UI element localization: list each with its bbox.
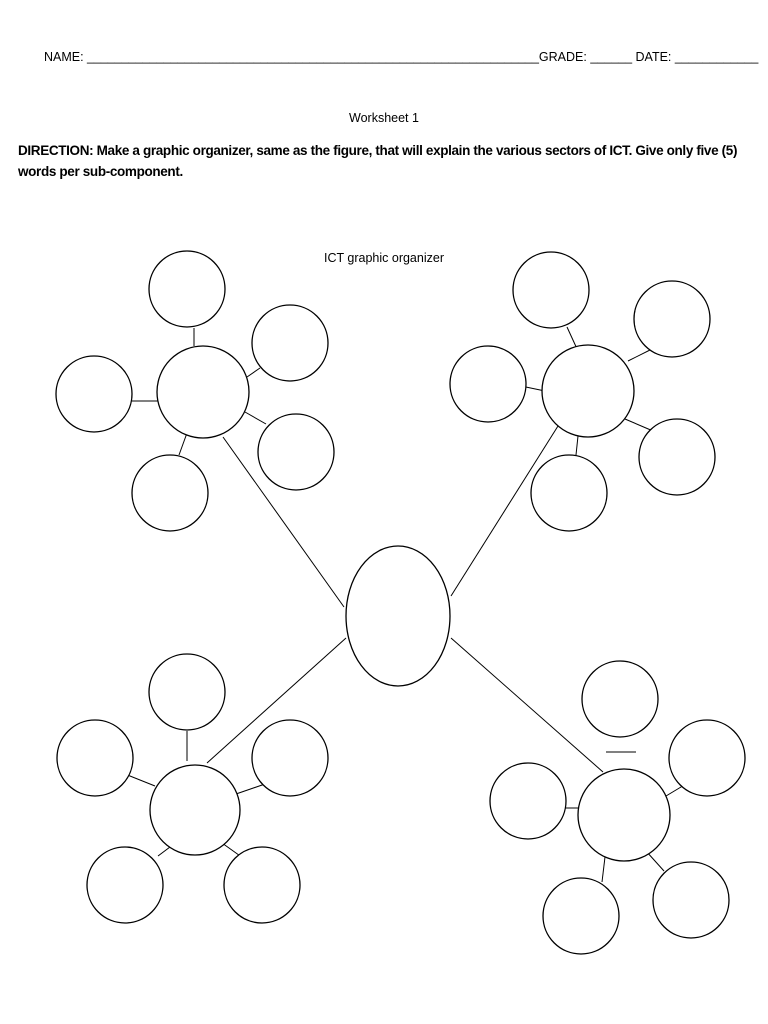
sub-node	[582, 661, 658, 737]
connector-line	[602, 857, 605, 882]
name-grade-date-line: NAME: _________________________________________________________________GRADE: ______ DATE: ____________	[44, 50, 759, 64]
hub-node-bottom-right	[578, 769, 670, 861]
sub-node	[252, 305, 328, 381]
sub-node	[543, 878, 619, 954]
connector-line	[179, 433, 187, 455]
sub-node	[149, 654, 225, 730]
sub-node	[450, 346, 526, 422]
connector-line	[125, 774, 155, 786]
hub-node-top-right	[542, 345, 634, 437]
connector-line	[236, 784, 265, 794]
sub-node	[531, 455, 607, 531]
connector-line	[158, 847, 170, 856]
central-node	[346, 546, 450, 686]
sub-node	[669, 720, 745, 796]
direction-text: DIRECTION: Make a graphic organizer, same as the figure, that will explain the various sectors of ICT. Give only five (5) words per sub-component.	[18, 143, 738, 179]
sub-node	[258, 414, 334, 490]
hub-node-bottom-left	[150, 765, 240, 855]
sub-node	[132, 455, 208, 531]
sub-node	[224, 847, 300, 923]
connector-line	[245, 412, 266, 424]
sub-node	[639, 419, 715, 495]
hub-node-top-left	[157, 346, 249, 438]
connector-line	[451, 638, 603, 772]
sub-node	[56, 356, 132, 432]
connector-line	[628, 349, 652, 361]
connector-line	[247, 368, 260, 377]
connector-line	[625, 419, 653, 431]
diagram-title: ICT graphic organizer	[324, 251, 444, 265]
sub-node	[653, 862, 729, 938]
sub-node	[57, 720, 133, 796]
sub-node	[87, 847, 163, 923]
sub-node	[490, 763, 566, 839]
sub-node	[252, 720, 328, 796]
connector-line	[576, 436, 578, 455]
sub-node	[634, 281, 710, 357]
worksheet-title: Worksheet 1	[349, 111, 419, 125]
